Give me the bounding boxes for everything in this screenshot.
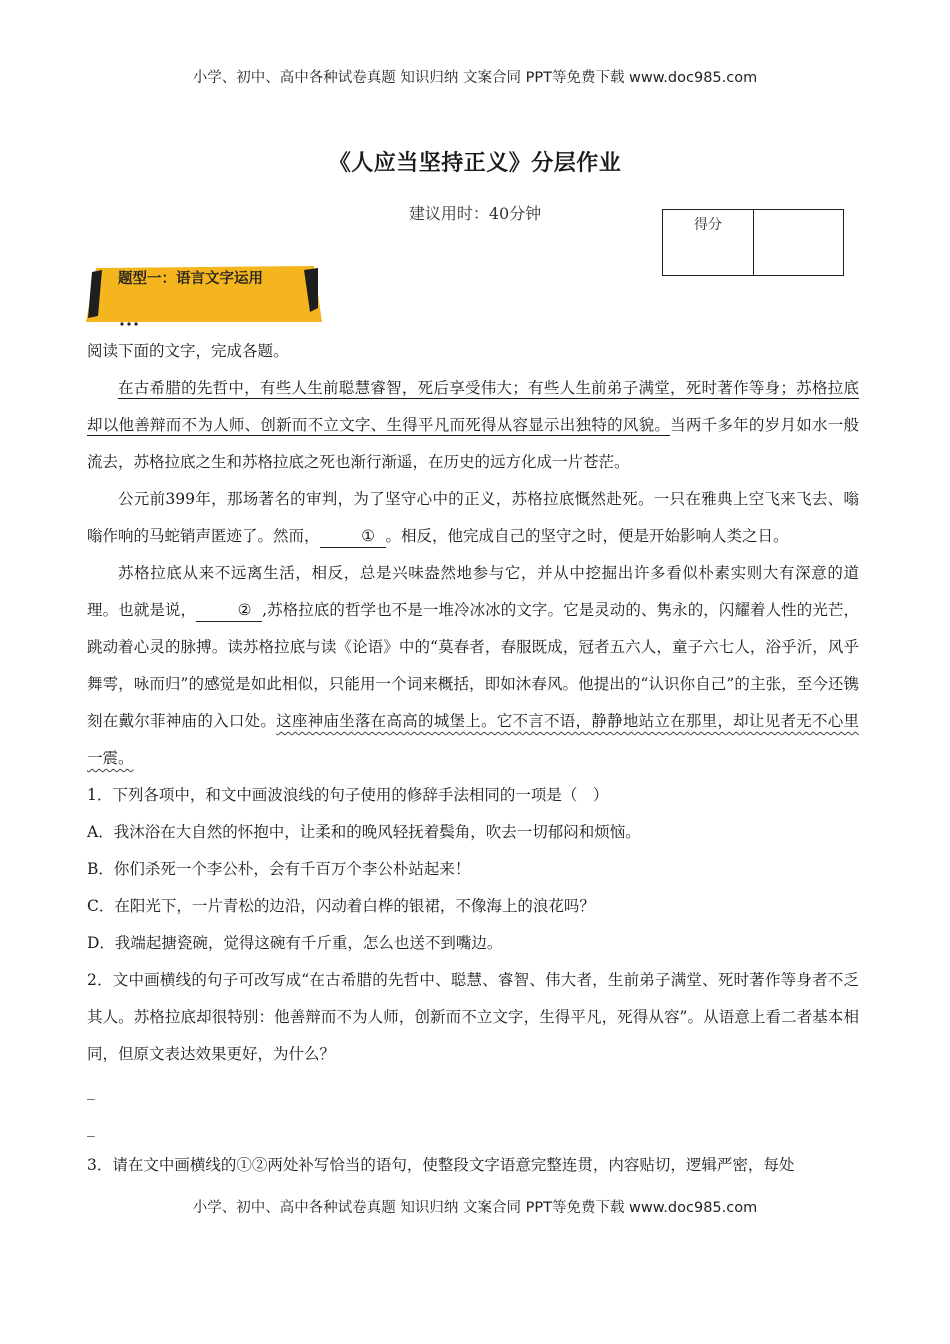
question-2: 2．文中画横线的句子可改写成“在古希腊的先哲中、聪慧、睿智、伟大者，生前弟子满堂、死时著作等身者不乏其人。苏格拉底却很特别：他善辩而不为人师，创新而不立文字，生得平凡，死得从容”。从语意上看二者基本相同，但原文表达效果更好，为什么？ (87, 971, 859, 1063)
underlined-sentence: 在古希腊的先哲中，有些人生前聪慧睿智，死后享受伟大；有些人生前弟子满堂，死时著作等身；苏格拉底却以他善辩而不为人师、创新而不立文字、生得平凡而死得从容显示出独特的风貌。 (87, 379, 859, 434)
passage-paragraph-3 (87, 555, 859, 777)
option-d: D．我端起搪瓷碗，觉得这碗有千斤重，怎么也送不到嘴边。 (87, 934, 503, 952)
paragraph-3-middle: ,苏格拉底的哲学也不是一堆冷冰冰的文字。它是灵动的、隽永的，闪耀着人性的光芒，跳动着心灵的脉搏。读苏格拉底与读《论语》中的“莫春者，春服既成，冠者五六人，童子六七人，浴乎沂，风乎舞雩，咏而归”的感觉是如此相似，只能用一个词来概括，即如沐春风。他提出的“认识你自己”的主张，至今还镌刻在戴尔菲神庙的入口处。 (87, 601, 859, 730)
passage-paragraph-1 (87, 370, 859, 481)
paragraph-2-after: 。相反，他完成自己的坚守之时，便是开始影响人类之日。 (385, 527, 789, 545)
blank-1: ① (320, 525, 386, 548)
option-b: B．你们杀死一个李公朴，会有千百万个李公朴站起来！ (87, 860, 471, 878)
question-3: 3．请在文中画横线的①②两处补写恰当的语句，使整段文字语意完整连贯，内容贴切，逻辑严密，每处 (87, 1156, 795, 1174)
section-tag (82, 264, 322, 326)
passage-paragraph-2 (87, 481, 859, 555)
score-box-divider (753, 210, 754, 275)
paragraph-3-before: 苏格拉底从来不远离生活，相反，总是兴味盎然地参与它，并从中挖掘出许多看似朴素实则大有深意的道理。也就是说， (87, 564, 859, 619)
score-box (662, 209, 844, 276)
instruction: 阅读下面的文字，完成各题。 (87, 342, 289, 360)
footer-banner: 小学、初中、高中各种试卷真题 知识归纳 文案合同 PPT等免费下载 www.doc985.com (192, 1200, 758, 1216)
suggested-time: 建议用时：40分钟 (408, 204, 542, 223)
option-a: A．我沐浴在大自然的怀抱中，让柔和的晚风轻抚着鬓角，吹去一切郁闷和烦恼。 (87, 823, 641, 841)
score-label: 得分 (694, 217, 722, 233)
option-c: C．在阳光下，一片青松的边沿，闪动着白桦的银裙，不像海上的浪花吗？ (87, 897, 595, 915)
paragraph-2-before: 公元前399年，那场著名的审判，为了坚守心中的正义，苏格拉底慨然赴死。一只在雅典上空飞来飞去、嗡嗡作响的马蛇销声匿迹了。然而， (87, 490, 859, 545)
header-banner: 小学、初中、高中各种试卷真题 知识归纳 文案合同 PPT等免费下载 www.doc985.com (192, 70, 758, 86)
answer-line-2: _ (87, 1119, 95, 1137)
page-title: 《人应当坚持正义》分层作业 (328, 151, 622, 176)
wavy-sentence: 这座神庙坐落在高高的城堡上。它不言不语，静静地站立在那里，却让见者无不心里一震。 (87, 712, 859, 767)
section-title: 题型一：语言文字运用 (118, 271, 263, 287)
blank-2: ② (196, 599, 262, 622)
answer-line-1: _ (87, 1082, 95, 1100)
document-body (87, 333, 859, 1184)
question-1: 1．下列各项中，和文中画波浪线的句子使用的修辞手法相同的一项是（ ） (87, 786, 609, 804)
paragraph-1-rest: 当两千多年的岁月如水一般流去，苏格拉底之生和苏格拉底之死也渐行渐遥，在历史的远方化成一片苍茫。 (87, 416, 859, 471)
